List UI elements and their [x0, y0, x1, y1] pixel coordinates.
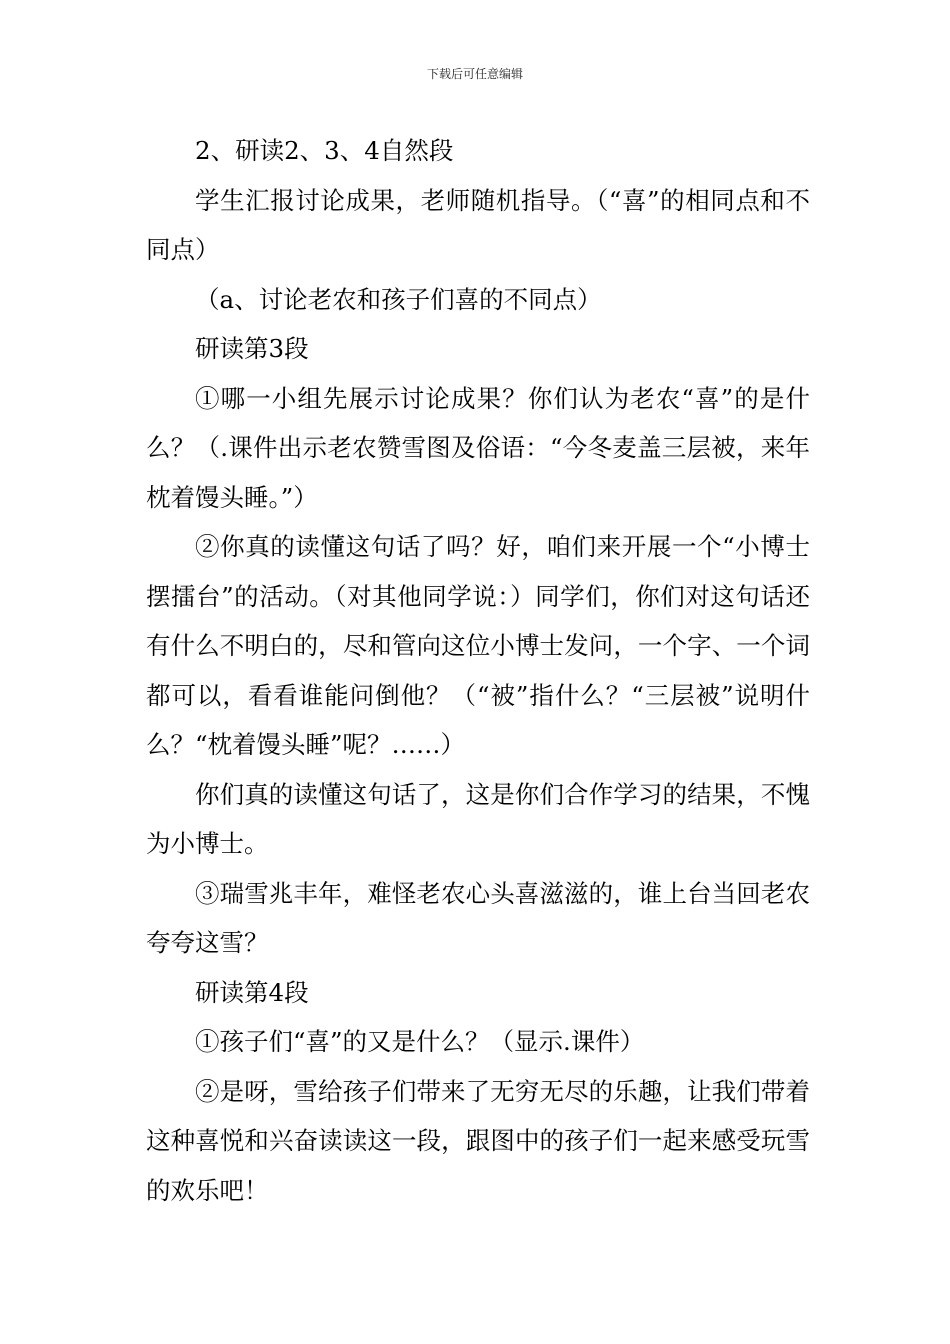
- paragraph-discussion-a: （a、讨论老农和孩子们喜的不同点）: [195, 284, 602, 314]
- paragraph-praise: 你们真的读懂这句话了，这是你们合作学习的结果，不愧为小博士。: [146, 779, 810, 858]
- paragraph-step-1-old-farmer: ①哪一小组先展示讨论成果？你们认为老农“喜”的是什么？（.课件出示老农赞雪图及俗语：“今冬麦盖三层被，来年枕着馒头睡。”）: [146, 383, 810, 512]
- paragraph-study-section-4: 研读第4段: [195, 977, 309, 1007]
- paragraph-study-section-3: 研读第3段: [195, 334, 309, 363]
- paragraph-step-2-fun: ②是呀，雪给孩子们带来了无穷无尽的乐趣，让我们带着这种喜悦和兴奋读读这一段，跟图中的孩子们一起来感受玩雪的欢乐吧！: [146, 1076, 810, 1205]
- document-body: [146, 126, 810, 1215]
- paragraph-step-2-little-doctor: ②你真的读懂这句话了吗？好，咱们来开展一个“小博士摆擂台”的活动。（对其他同学说：）同学们，你们对这句话还有什么不明白的，尽和管向这位小博士发问，一个字、一个词都可以，看看谁能问倒他？（“被”指什么？“三层被”说明什么？“枕着馒头睡”呢？……）: [146, 532, 810, 759]
- page-header: 下载后可任意编辑: [426, 67, 523, 81]
- paragraph-step-1-children: ①孩子们“喜”的又是什么？（显示.课件）: [195, 1027, 645, 1056]
- paragraph-section-heading: 2、研读2、3、4自然段: [195, 136, 454, 165]
- paragraph-student-report: 学生汇报讨论成果，老师随机指导。（“喜”的相同点和不同点）: [146, 185, 810, 264]
- paragraph-step-3-snow: ③瑞雪兆丰年，难怪老农心头喜滋滋的，谁上台当回老农夸夸这雪？: [146, 878, 810, 957]
